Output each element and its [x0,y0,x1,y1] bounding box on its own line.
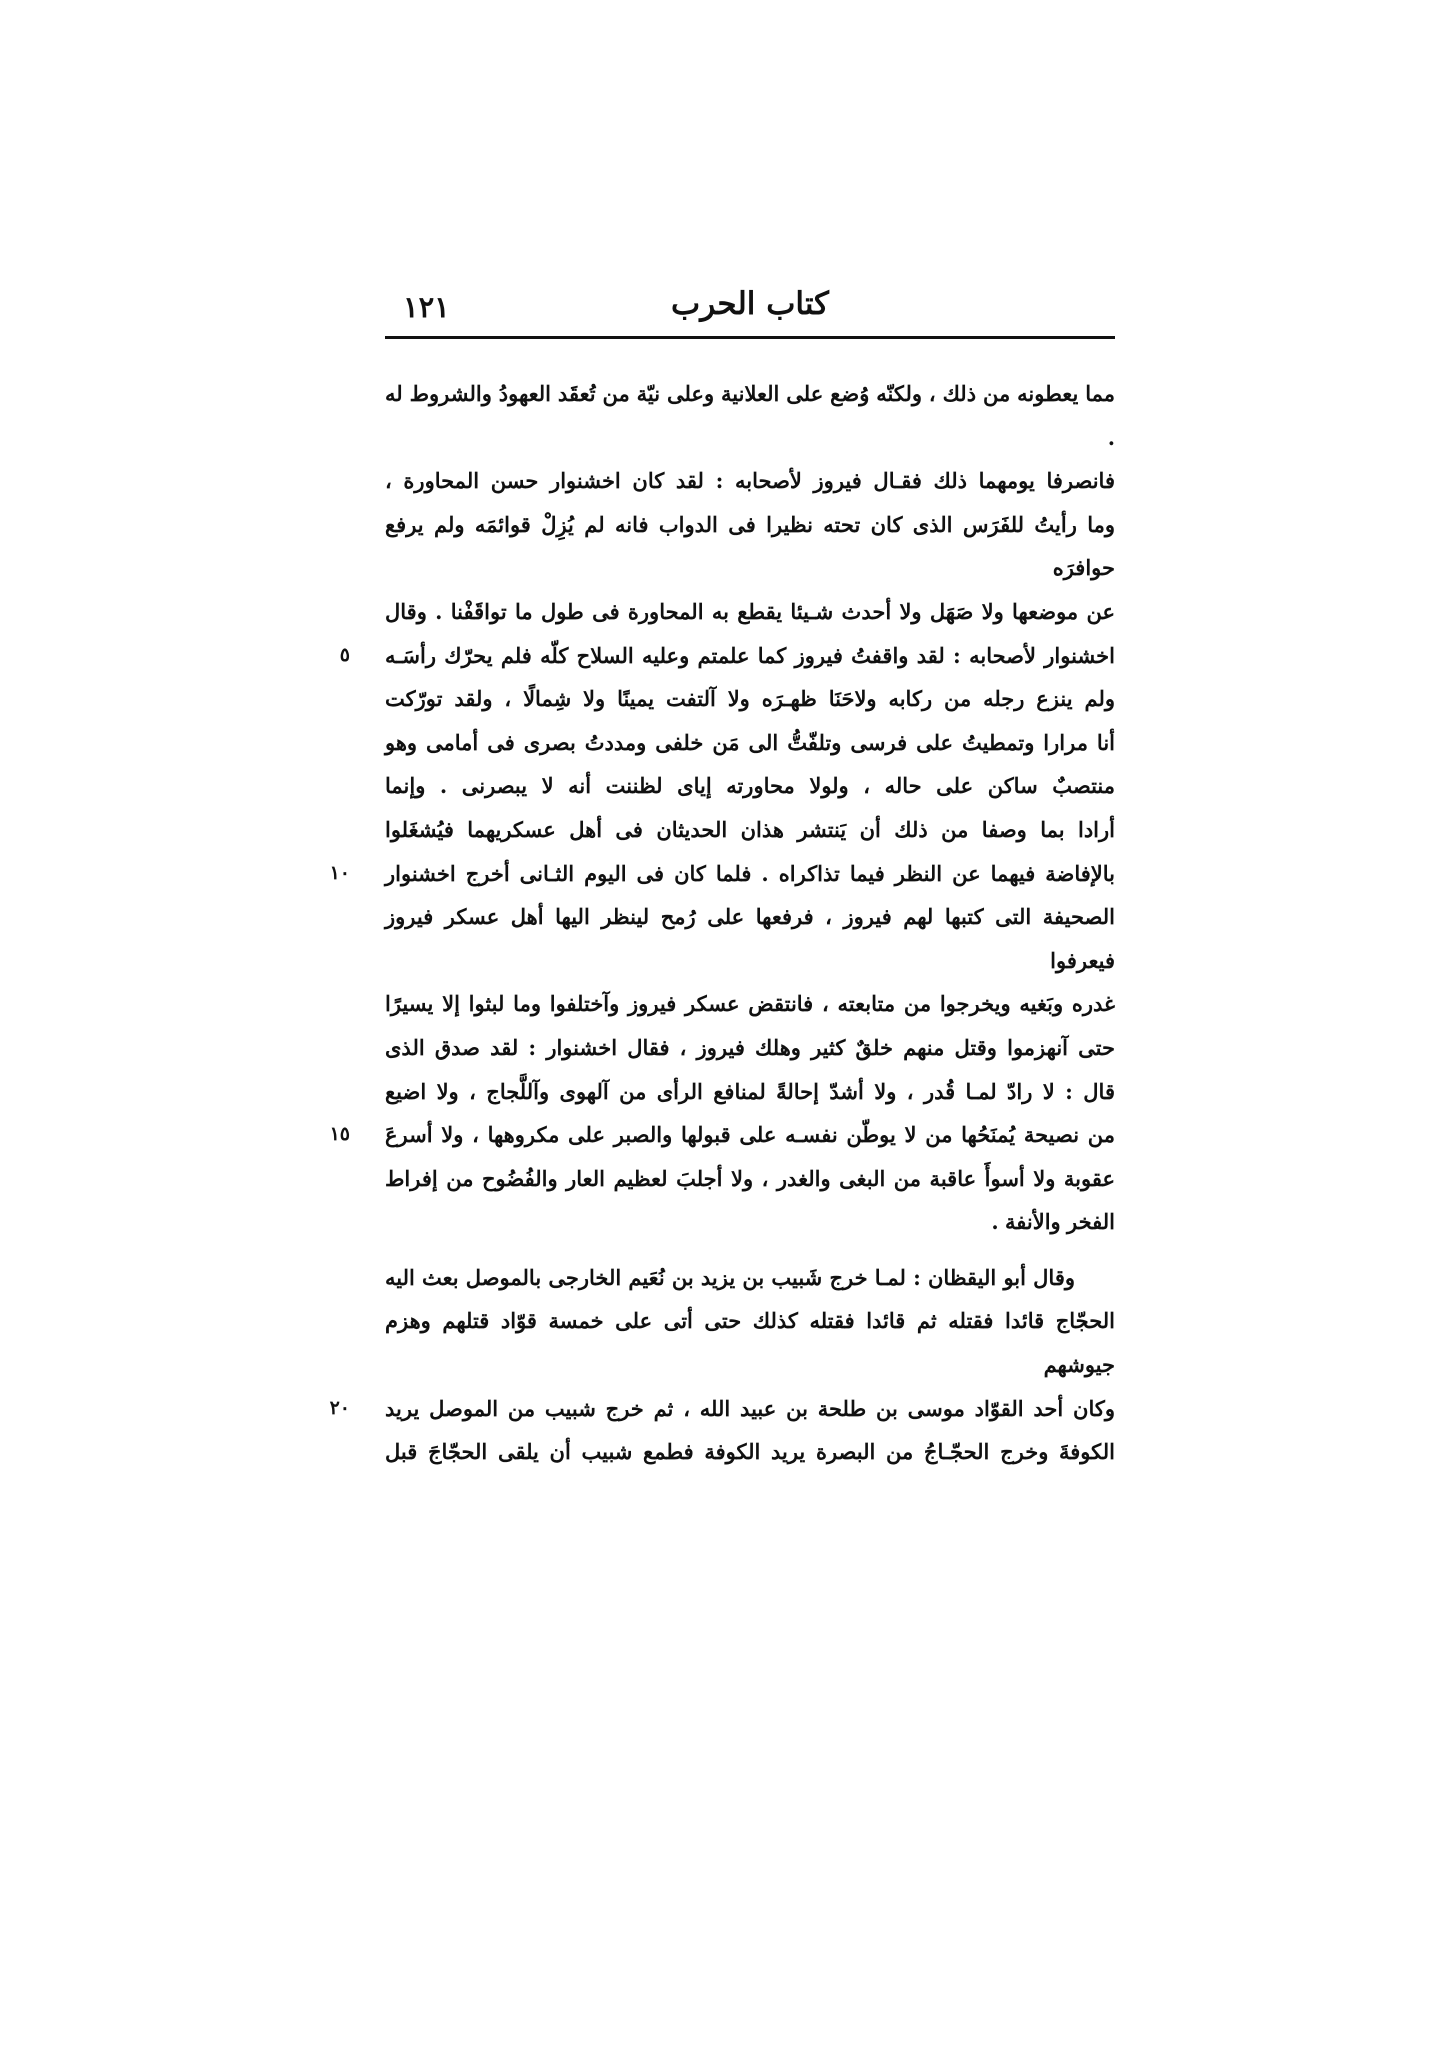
text-line [385,1430,1115,1474]
text-line [385,459,1115,503]
line-text: منتصبٌ ساكن على حاله ، ولولا محاورته إياى لظننت أنه لا يبصرنى . وإنما [385,773,1115,799]
body-text [329,372,1115,1474]
line-text: من نصيحة يُمنَحُها من لا يوطّن نفسـه على قبولها والصبر على مكروهها ، ولا أسرعَ [385,1122,1115,1148]
text-line [385,895,1115,982]
line-text: أنا مرارا وتمطيتُ على فرسى وتلفّتُّ الى مَن خلفى ومددتُ بصرى فى أمامى وهو [385,729,1115,755]
text-line [385,590,1115,634]
line-text: اخشنوار لأصحابه : لقد واقفتُ فيروز كما علمتم وعليه السلاح كلّه فلم يحرّك رأسَـه [385,642,1115,668]
page-header [385,286,1115,330]
paragraph-start-line [385,1256,1115,1300]
line-text: فانصرفا يومهما ذلك فقـال فيروز لأصحابه : لقد كان اخشنوار حسن المحاورة ، [385,468,1115,494]
line-text: ولم ينزع رجله من ركابه ولاحَنَا ظهـرَه ولا آلتفت يمينًا ولا شِمالًا ، ولقد تورّكت [385,686,1115,712]
line-number-20: ٢٠ [329,1396,350,1419]
text-line [385,1299,1115,1386]
line-text: الحجّاج قائدا فقتله ثم قائدا فقتله كذلك حتى أتى على خمسة قوّاد قتلهم وهزم جيوشهم [385,1308,1115,1378]
text-line [385,372,1115,459]
line-number-10: ١٠ [329,861,350,884]
line-text: مما يعطونه من ذلك ، ولكنّه وُضع على العلانية وعلى نيّة من تُعقَد العهودُ والشروط له . [385,381,1115,450]
line-text: أرادا بما وصفا من ذلك أن يَنتشر هذان الحديثان فى أهل عسكريهما فيُشغَلوا [385,816,1115,842]
text-line [329,1387,1115,1431]
text-line [385,1070,1115,1114]
text-line [385,721,1115,765]
line-number-15: ١٥ [329,1123,350,1146]
text-line [385,764,1115,808]
header-rule [385,336,1115,339]
text-line [385,677,1115,721]
line-text: وما رأيتُ للفَرَس الذى كان تحته نظيرا فى الدواب فانه لم يُزِلْ قوائمَه ولم يرفع حوافرَه [385,511,1115,581]
page-number: ١٢١ [403,290,450,324]
line-text: بالإفاضة فيهما عن النظر فيما تذاكراه . فلما كان فى اليوم الثـانى أخرج اخشنوار [385,860,1115,886]
line-text: الفخر والأنفة . [991,1209,1115,1235]
text-line [385,1026,1115,1070]
text-line [329,1113,1115,1157]
line-text: وقال أبو اليقظان : لمـا خرج شَبيب بن يزيد بن نُعَيم الخارجى بالموصل بعث اليه [385,1264,1075,1290]
line-text: غدره وبَغيه ويخرجوا من متابعته ، فانتقض عسكر فيروز وآختلفوا وما لبثوا إلا يسيرًا [385,991,1115,1017]
line-text: قال : لا رادّ لمـا قُدر ، ولا أشدّ إحالةً لمنافع الرأى من آلهوى وآللَّجاج ، ولا اضيع [385,1078,1115,1104]
text-line [339,634,1115,678]
text-line [385,982,1115,1026]
line-text: وكان أحد القوّاد موسى بن طلحة بن عبيد الله ، ثم خرج شبيب من الموصل يريد [385,1395,1115,1421]
text-line [385,808,1115,852]
line-text: الكوفةَ وخرج الحجّـاجُ من البصرة يريد الكوفة فطمع شبيب أن يلقى الحجّاجَ قبل [385,1439,1115,1465]
line-text: عقوبة ولا أسوأَ عاقبة من البغى والغدر ، ولا أجلبَ لعظيم العار والفُضُوح من إفراط [385,1165,1115,1191]
line-number-5: ٥ [339,643,350,666]
text-line [329,852,1115,896]
text-line [385,503,1115,590]
text-line [385,1157,1115,1201]
text-line [385,1200,1115,1244]
line-text: الصحيفة التى كتبها لهم فيروز ، فرفعها على رُمح لينظر اليها أهل عسكر فيروز فيعرفوا [385,904,1115,973]
line-text: عن موضعها ولا صَهَل ولا أحدث شـيئا يقطع به المحاورة فى طول ما تواقَفْنا . وقال [385,598,1115,624]
line-text: حتى آنهزموا وقتل منهم خلقٌ كثير وهلك فيروز ، فقال اخشنوار : لقد صدق الذى [385,1034,1115,1060]
running-title: كتاب الحرب [671,286,829,322]
